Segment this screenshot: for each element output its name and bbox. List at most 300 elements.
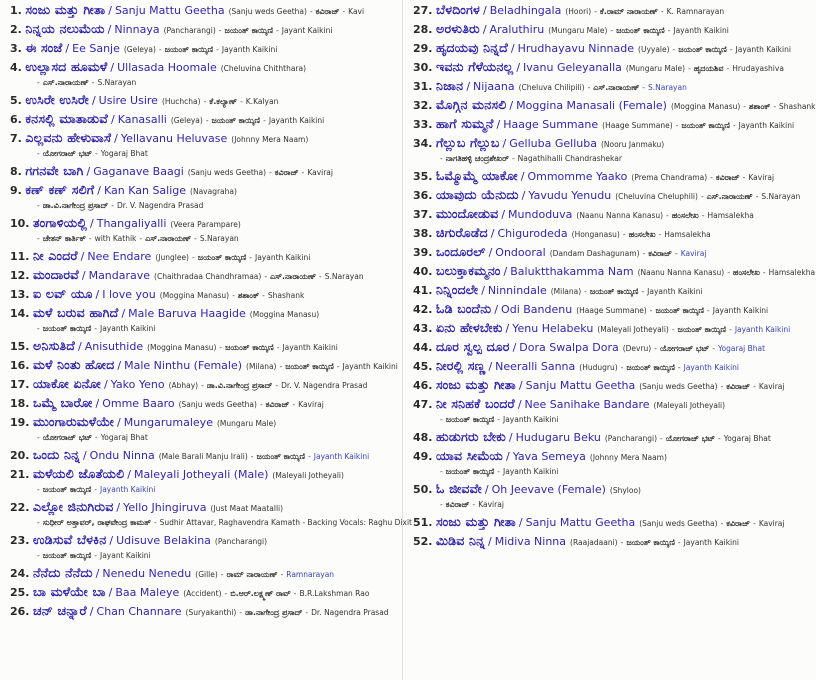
song-entry [0, 180, 398, 199]
credit-roman: Jayanth Kaikini [282, 343, 338, 352]
credit-roman: Shashank [267, 291, 305, 300]
track-number: 21. [10, 468, 30, 481]
title-separator: / [86, 165, 91, 178]
credit-roman: Shashank [779, 102, 816, 111]
song-title-kannada: ಕನಸಲ್ಲಿ ಮಾತಾಡುವೆ [25, 111, 108, 126]
credit-kannada: ಡಾ.ವಿ.ನಾಗೇಂದ್ರ ಪ್ರಸಾದ್ [42, 201, 109, 210]
credit-roman: S.Narayan [97, 78, 137, 87]
credit-roman: Kaviraj [307, 168, 333, 177]
film-name: (Sanju weds Geetha) [187, 168, 267, 177]
film-name: (Mungaru Male) [625, 64, 686, 73]
song-entry [0, 336, 398, 355]
song-title-english: Maleyali Jotheyali (Male) [133, 468, 269, 481]
credit-dash: - [720, 382, 724, 391]
song-entry [0, 497, 398, 516]
credit-roman: Jayanth Kaikini [735, 45, 791, 54]
song-entry [0, 582, 398, 601]
song-title-kannada: ಉಡಿಸುವೆ ಬೆಳಕಿನ [33, 532, 107, 547]
credit-dash: - [259, 400, 263, 409]
film-name: (Navagraha) [190, 187, 237, 196]
film-name: (Milana) [550, 287, 582, 296]
song-title-english: Mandarave [88, 269, 151, 282]
credit-kannada: ಕವಿರಾಜ್ [726, 519, 751, 528]
song-title-english: Ivanu Geleyanalla [523, 61, 622, 74]
credit-kannada: ಜಯಂತ್ ಕಾಯ್ಕಿಣಿ [197, 253, 247, 262]
film-name: (Hudugru) [579, 363, 618, 372]
song-title-kannada: ಉಸಿರೇ ಉಸಿರೇ [25, 92, 89, 107]
title-separator: / [95, 397, 100, 410]
song-title-english: Yako Yeno [110, 378, 165, 391]
song-title-kannada: ಮಳೆ ನಿಂತು ಹೋದ [33, 357, 115, 372]
credit-roman: Sudhir Attavar, Raghavendra Kamath - Backing Vocals: Raghu Dixit [159, 518, 412, 527]
credit-line [403, 413, 801, 427]
song-entry [0, 0, 398, 19]
track-number: 40. [413, 265, 433, 278]
credit-dash: - [729, 45, 733, 54]
credit-roman: Dr. Nagendra Prasad [311, 608, 389, 617]
film-name: (Devru) [622, 344, 652, 353]
song-title-english: Sanju Mattu Geetha [525, 379, 636, 392]
credit-dash: - [672, 45, 676, 54]
song-entry [0, 90, 398, 109]
credit-roman: Hamsalekha [707, 211, 754, 220]
film-name: (Sanju weds Geetha) [639, 519, 718, 528]
track-number: 30. [413, 61, 433, 74]
credit-kannada: ಡಾ.ವಿ.ನಾಗೇಂದ್ರ ಪ್ರಸಾದ್ [206, 381, 273, 390]
credit-kannada: ಚೇತನ್ ಕಾರ್ತಿಕ್ [42, 234, 86, 243]
credit-dash: - [677, 363, 681, 372]
credit-line [0, 147, 398, 161]
credit-dash: - [342, 7, 346, 16]
track-number: 47. [413, 398, 433, 411]
title-separator: / [510, 42, 515, 55]
credit-roman: Jayanth Kaikini [738, 121, 795, 130]
track-number: 51. [413, 516, 433, 529]
credit-line [0, 199, 398, 213]
title-separator: / [109, 534, 114, 547]
title-separator: / [89, 605, 94, 618]
song-title-kannada: ಓಮ್ಮೊಮ್ಮೆ ಯಾಕೋ [436, 168, 518, 183]
credit-line [0, 232, 398, 246]
credit-roman: Ramnarayan [286, 570, 335, 579]
song-title-kannada: ಹೃದಯವು ನಿನ್ನದೆ [436, 40, 508, 55]
credit-roman: Nagathihalli Chandrashekar [517, 154, 622, 163]
song-title-english: Gaganave Baagi [93, 165, 184, 178]
song-title-kannada: ನೆನೆದು ನೆನೆದು [33, 565, 93, 580]
title-separator: / [78, 340, 82, 353]
song-entry [403, 223, 801, 242]
track-number: 3. [10, 42, 22, 55]
title-separator: / [110, 61, 115, 74]
song-entry [0, 128, 398, 147]
film-name: (Dandam Dashagunam) [549, 249, 640, 258]
credit-dash: - [732, 121, 736, 130]
track-number: 19. [10, 416, 30, 429]
song-title-kannada: ಓ ಜೀವವೇ [436, 481, 482, 496]
credit-kannada: ಹಂಸಲೇಖ [671, 211, 699, 220]
credit-kannada: ಎಸ್.ನಾರಾಯಣ್ [593, 83, 640, 92]
song-title-kannada: ಬೆಳದಿಂಗಳ [436, 2, 480, 17]
credit-line [403, 152, 801, 166]
song-title-english: Odi Bandenu [501, 303, 573, 316]
song-title-english: Male Ninthu (Female) [124, 359, 243, 372]
title-separator: / [91, 94, 96, 107]
track-number: 45. [413, 360, 433, 373]
credit-dash: - [276, 26, 279, 35]
credit-dash: - [37, 324, 40, 333]
song-title-english: Sanju Mattu Geetha [114, 4, 225, 17]
track-number: 34. [413, 137, 433, 150]
title-separator: / [503, 265, 508, 278]
song-title-english: Ninnindale [487, 284, 547, 297]
credit-kannada: ಜಯಂತ್ ಕಾಯ್ಕಿಣಿ [445, 467, 495, 476]
credit-dash: - [308, 452, 311, 461]
credit-dash: - [622, 230, 626, 239]
title-separator: / [117, 359, 122, 372]
credit-kannada: ಕವಿರಾಜ್ [715, 173, 740, 182]
song-title-kannada: ಮುಂದೋಡುವ [436, 206, 499, 221]
credit-dash: - [666, 211, 669, 220]
credit-roman: with Kathik [94, 234, 137, 243]
credit-roman: S.Narayan [324, 272, 364, 281]
credit-dash: - [239, 608, 243, 617]
title-separator: / [110, 113, 115, 126]
credit-roman: Jayanth Kaikini [313, 452, 370, 461]
credit-dash: - [641, 287, 645, 296]
track-number: 29. [413, 42, 433, 55]
song-title-kannada: ಮೊಗ್ಗಿನ ಮನಸಲಿ [436, 97, 507, 112]
credit-kannada: ಜಯಂತ್ ಕಾಯ್ಕಿಣಿ [256, 452, 306, 461]
song-entry [0, 284, 398, 303]
credit-dash: - [37, 234, 40, 243]
song-title-kannada: ನಿನ್ನಯ ನಲುಮೆಯ [25, 21, 105, 36]
song-title-kannada: ಎಲ್ಲೋ ಜಿನುಗಿರುವ [33, 499, 114, 514]
song-entry [0, 19, 398, 38]
credit-dash: - [587, 83, 591, 92]
title-separator: / [516, 61, 521, 74]
song-entry [0, 445, 398, 464]
track-number: 4. [10, 61, 22, 74]
credit-roman: Hamsalekha [768, 268, 816, 277]
credit-dash: - [158, 45, 162, 54]
title-separator: / [114, 132, 118, 145]
title-separator: / [65, 42, 70, 55]
credit-line [0, 516, 412, 530]
song-title-kannada: ಮಳೆ ಬರುವ ಹಾಗಿದೆ [33, 305, 119, 320]
song-title-english: Ommomme Yaako [527, 170, 628, 183]
credit-kannada: ಬಿ.ಆರ್.ಲಕ್ಷ್ಮಣ್ ರಾವ್ [230, 589, 291, 598]
film-name: (Abhay) [168, 381, 199, 390]
credit-kannada: ಶಶಾಂಕ್ [749, 102, 771, 111]
credit-dash: - [219, 343, 223, 352]
track-number: 38. [413, 227, 433, 240]
track-number: 13. [10, 288, 30, 301]
track-number: 33. [413, 118, 433, 131]
track-number: 43. [413, 322, 433, 335]
title-separator: / [466, 80, 471, 93]
title-separator: / [97, 184, 101, 197]
credit-dash: - [37, 551, 40, 560]
credit-roman: S.Narayan [761, 192, 801, 201]
track-number: 25. [10, 586, 30, 599]
song-entry [403, 479, 801, 498]
song-title-kannada: ಇವನು ಗೆಳೆಯನಲ್ಲ [436, 59, 514, 74]
song-entry [0, 355, 398, 374]
credit-dash: - [218, 26, 222, 35]
song-entry [403, 204, 801, 223]
track-number: 23. [10, 534, 30, 547]
film-name: (Suryakanthi) [185, 608, 237, 617]
song-title-kannada: ನಿನ್ನಿಂದಲೇ [436, 282, 479, 297]
track-number: 42. [413, 303, 433, 316]
credit-dash: - [440, 467, 443, 476]
credit-dash: - [203, 97, 207, 106]
credit-roman: Kaviraj [758, 519, 785, 528]
credit-kannada: ಜಯಂತ್ ಕಾಯ್ಕಿಣಿ [225, 343, 274, 352]
credit-dash: - [111, 201, 114, 210]
credit-roman: Hrudayashiva [732, 64, 784, 73]
track-number: 28. [413, 23, 433, 36]
title-separator: / [482, 23, 487, 36]
credit-dash: - [301, 168, 305, 177]
credit-roman: Jayanth Kaikini [342, 362, 398, 371]
song-title-english: Baa Maleye [115, 586, 180, 599]
credit-dash: - [642, 83, 646, 92]
film-name: (Moggina Manasu) [159, 291, 230, 300]
track-number: 26. [10, 605, 30, 618]
song-title-kannada: ಯಾವುದು ಯೆನುದು [436, 187, 519, 202]
track-number: 39. [413, 246, 433, 259]
credit-roman: Jayanth Kaikini [647, 287, 703, 296]
film-name: (Sanju weds Geetha) [228, 7, 307, 16]
credit-dash: - [319, 272, 322, 281]
title-separator: / [481, 284, 485, 297]
credit-kannada: ಜಯಂತ್ ಕಾಯ್ಕಿಣಿ [42, 485, 92, 494]
credit-dash: - [701, 211, 705, 220]
credit-kannada: ಯೋಗರಾಜ್ ಭಟ್ [42, 433, 92, 442]
song-entry [403, 299, 801, 318]
credit-kannada: ಕೆ.ಕಲ್ಯಾಣ್ [209, 97, 238, 106]
song-entry [403, 19, 801, 38]
credit-roman: Yogaraj Bhat [100, 149, 148, 158]
track-number: 7. [10, 132, 22, 145]
film-name: (Shyloo) [609, 486, 641, 495]
title-separator: / [518, 379, 523, 392]
credit-roman: Kaviraj [680, 249, 707, 258]
song-title-english: Beladhingala [489, 4, 562, 17]
title-separator: / [488, 535, 492, 548]
credit-dash: - [37, 201, 40, 210]
song-entry [0, 530, 398, 549]
song-entry [0, 412, 398, 431]
credit-kannada: ಯೋಗರಾಜ್ ಭಟ್ [665, 434, 715, 443]
credit-roman: Jayant Kaikini [99, 551, 151, 560]
credit-kannada: ಸುಧೀರ್ ಅತ್ತಾವರ್, ರಾಘವೇಂದ್ರ ಕಾಮತ್ [42, 518, 151, 527]
track-number: 44. [413, 341, 433, 354]
credit-dash: - [37, 485, 40, 494]
credit-dash: - [139, 234, 143, 243]
title-separator: / [483, 4, 487, 17]
credit-dash: - [440, 154, 443, 163]
film-name: (Chaithradaa Chandhramaa) [154, 272, 262, 281]
song-entry [0, 563, 398, 582]
film-name: (Pancharangi) [163, 26, 216, 35]
song-entry [0, 374, 398, 393]
credit-kannada: ಹಂಸಲೇಖ [628, 230, 656, 239]
song-title-english: Yenu Helabeku [512, 322, 594, 335]
song-title-kannada: ಅನಿಸುತಿದೆ [33, 338, 76, 353]
song-title-kannada: ಹಾಗೆ ಸುಮ್ಮನೆ [436, 116, 494, 131]
credit-dash: - [688, 64, 691, 73]
song-entry [403, 242, 801, 261]
song-title-kannada: ಬಾ ಮಳೆಯೇ ಬಾ [33, 584, 106, 599]
credit-dash: - [753, 382, 756, 391]
title-separator: / [103, 378, 108, 391]
credit-roman: S.Narayan [648, 83, 687, 92]
song-entry [403, 375, 801, 394]
credit-dash: - [649, 306, 653, 315]
credit-line [0, 322, 398, 336]
song-entry [0, 393, 398, 412]
credit-dash: - [336, 362, 340, 371]
credit-dash: - [275, 381, 279, 390]
credit-dash: - [94, 433, 98, 442]
credit-dash: - [594, 7, 597, 16]
film-name: (Johnny Mera Naam) [589, 453, 667, 462]
credit-roman: Kaviraj [478, 500, 504, 509]
credit-kannada: ಎಸ್.ನಾರಾಯಣ್ [270, 272, 317, 281]
credit-kannada: ಜಯಂತ್ ಕಾಯ್ಕಿಣಿ [677, 325, 727, 334]
track-number: 41. [413, 284, 433, 297]
credit-roman: Yogaraj Bhat [100, 433, 148, 442]
song-title-kannada: ಗಗನವೇ ಬಾಗಿ [25, 163, 84, 178]
credit-kannada: ಕವಿರಾಜ್ [726, 382, 751, 391]
credit-dash: - [292, 400, 296, 409]
song-title-english: Usire Usire [98, 94, 158, 107]
credit-dash: - [742, 173, 746, 182]
track-number: 31. [413, 80, 433, 93]
title-separator: / [488, 246, 493, 259]
credit-kannada: ಜಯಂತ್ ಕಾಯ್ಕಿಣಿ [224, 26, 274, 35]
song-title-kannada: ಸಂಜು ಮತ್ತು ಗೀತಾ [436, 514, 516, 529]
credit-line [0, 76, 398, 90]
song-title-kannada: ಮಂದಾರವೆ [33, 267, 79, 282]
credit-kannada: ಕವಿರಾಜ್ [648, 249, 673, 258]
film-name: (Accident) [183, 589, 222, 598]
song-entry [403, 394, 801, 413]
song-title-kannada: ನೀ ಎಂದರೆ [33, 248, 78, 263]
film-name: (Maleyali Jotheyali) [272, 471, 344, 480]
song-title-english: Ondu Ninna [89, 449, 155, 462]
track-number: 16. [10, 359, 30, 372]
film-name: (Veera Parampare) [170, 220, 241, 229]
credit-dash: - [194, 234, 197, 243]
credit-dash: - [762, 268, 766, 277]
credit-kannada: ಜಯಂತ್ ಕಾಯ್ಕಿಣಿ [211, 116, 261, 125]
credit-kannada: ಜಯಂತ್ ಕಾಯ್ಕಿಣಿ [445, 415, 495, 424]
track-number: 8. [10, 165, 22, 178]
credit-dash: - [718, 434, 721, 443]
credit-dash: - [620, 538, 624, 547]
credit-kannada: ಜಯಂತ್ ಕಾಯ್ಕಿಣಿ [164, 45, 214, 54]
credit-dash: - [240, 97, 243, 106]
song-title-kannada: ಮಿಡಿವ ನಿನ್ನ [436, 533, 485, 548]
credit-dash: - [660, 434, 663, 443]
song-title-kannada: ಗೆಲ್ಲುಬ ಗೆಲ್ಲುಬ [436, 135, 500, 150]
film-name: (Junglee) [155, 253, 189, 262]
film-name: (Prema Chandrama) [631, 173, 708, 182]
credit-dash: - [262, 291, 265, 300]
credit-kannada: ಜಯಂತ್ ಕಾಯ್ಕಿಣಿ [655, 306, 705, 315]
song-title-kannada: ಏನು ಹೇಳಬೇಕು [436, 320, 503, 335]
credit-roman: K. Ramnarayan [666, 7, 725, 16]
track-number: 49. [413, 450, 433, 463]
credit-dash: - [91, 78, 95, 87]
title-separator: / [521, 189, 526, 202]
credit-dash: - [224, 589, 228, 598]
song-title-english: Ee Sanje [72, 42, 120, 55]
title-separator: / [512, 341, 517, 354]
song-title-english: Hrudhayavu Ninnade [517, 42, 635, 55]
track-number: 2. [10, 23, 22, 36]
credit-dash: - [153, 518, 157, 527]
credit-dash: - [660, 7, 664, 16]
track-number: 10. [10, 217, 30, 230]
song-entry [0, 38, 398, 57]
credit-roman: Jayanth Kaikini [712, 306, 769, 315]
title-separator: / [496, 118, 501, 131]
credit-dash: - [654, 344, 657, 353]
credit-dash: - [280, 570, 284, 579]
credit-kannada: ಜಯಂತ್ ಕಾಯ್ಕಿಣಿ [42, 324, 92, 333]
track-number: 48. [413, 431, 433, 444]
song-title-english: Nenedu Nenedu [102, 567, 192, 580]
credit-kannada: ಎಸ್.ನಾರಾಯಣ್ [145, 234, 192, 243]
title-separator: / [484, 483, 489, 496]
film-name: (Naanu Nanna Kanasu) [637, 268, 725, 277]
film-name: (Hoori) [565, 7, 592, 16]
film-name: (Cheluvina Cheluphili) [615, 192, 698, 201]
credit-roman: S.Narayan [199, 234, 239, 243]
track-number: 32. [413, 99, 433, 112]
film-name: (Moggina Manasu) [670, 102, 741, 111]
track-number: 50. [413, 483, 433, 496]
credit-line [0, 431, 398, 445]
song-title-english: Chigurodeda [497, 227, 568, 240]
track-number: 17. [10, 378, 30, 391]
credit-dash: - [37, 518, 40, 527]
credit-dash: - [712, 344, 715, 353]
film-name: (Moggina Manasu) [147, 343, 217, 352]
title-separator: / [509, 99, 514, 112]
film-name: (Uyyale) [638, 45, 670, 54]
song-title-kannada: ಎಲ್ಲವನು ಹೇಳುವಾಸೆ [25, 130, 112, 145]
film-name: (Nooru Janmaku) [600, 140, 665, 149]
song-entry [0, 246, 398, 265]
film-name: (Pancharangi) [214, 537, 268, 546]
credit-dash: - [269, 168, 272, 177]
credit-kannada: ರಾಮ್ ನಾರಾಯಣ್ [226, 570, 278, 579]
song-title-english: Araluthiru [489, 23, 545, 36]
song-title-english: Nee Endare [87, 250, 152, 263]
song-entry [0, 303, 398, 322]
song-title-kannada: ಸಂಜು ಮತ್ತು ಗೀತಾ [25, 2, 106, 17]
song-title-english: Haage Summane [503, 118, 599, 131]
title-separator: / [95, 567, 100, 580]
song-title-kannada: ಓಡಿ ಬಂದೆನು [436, 301, 492, 316]
credit-kannada: ಎಸ್.ನಾರಾಯಣ್ [706, 192, 753, 201]
title-separator: / [117, 416, 121, 429]
